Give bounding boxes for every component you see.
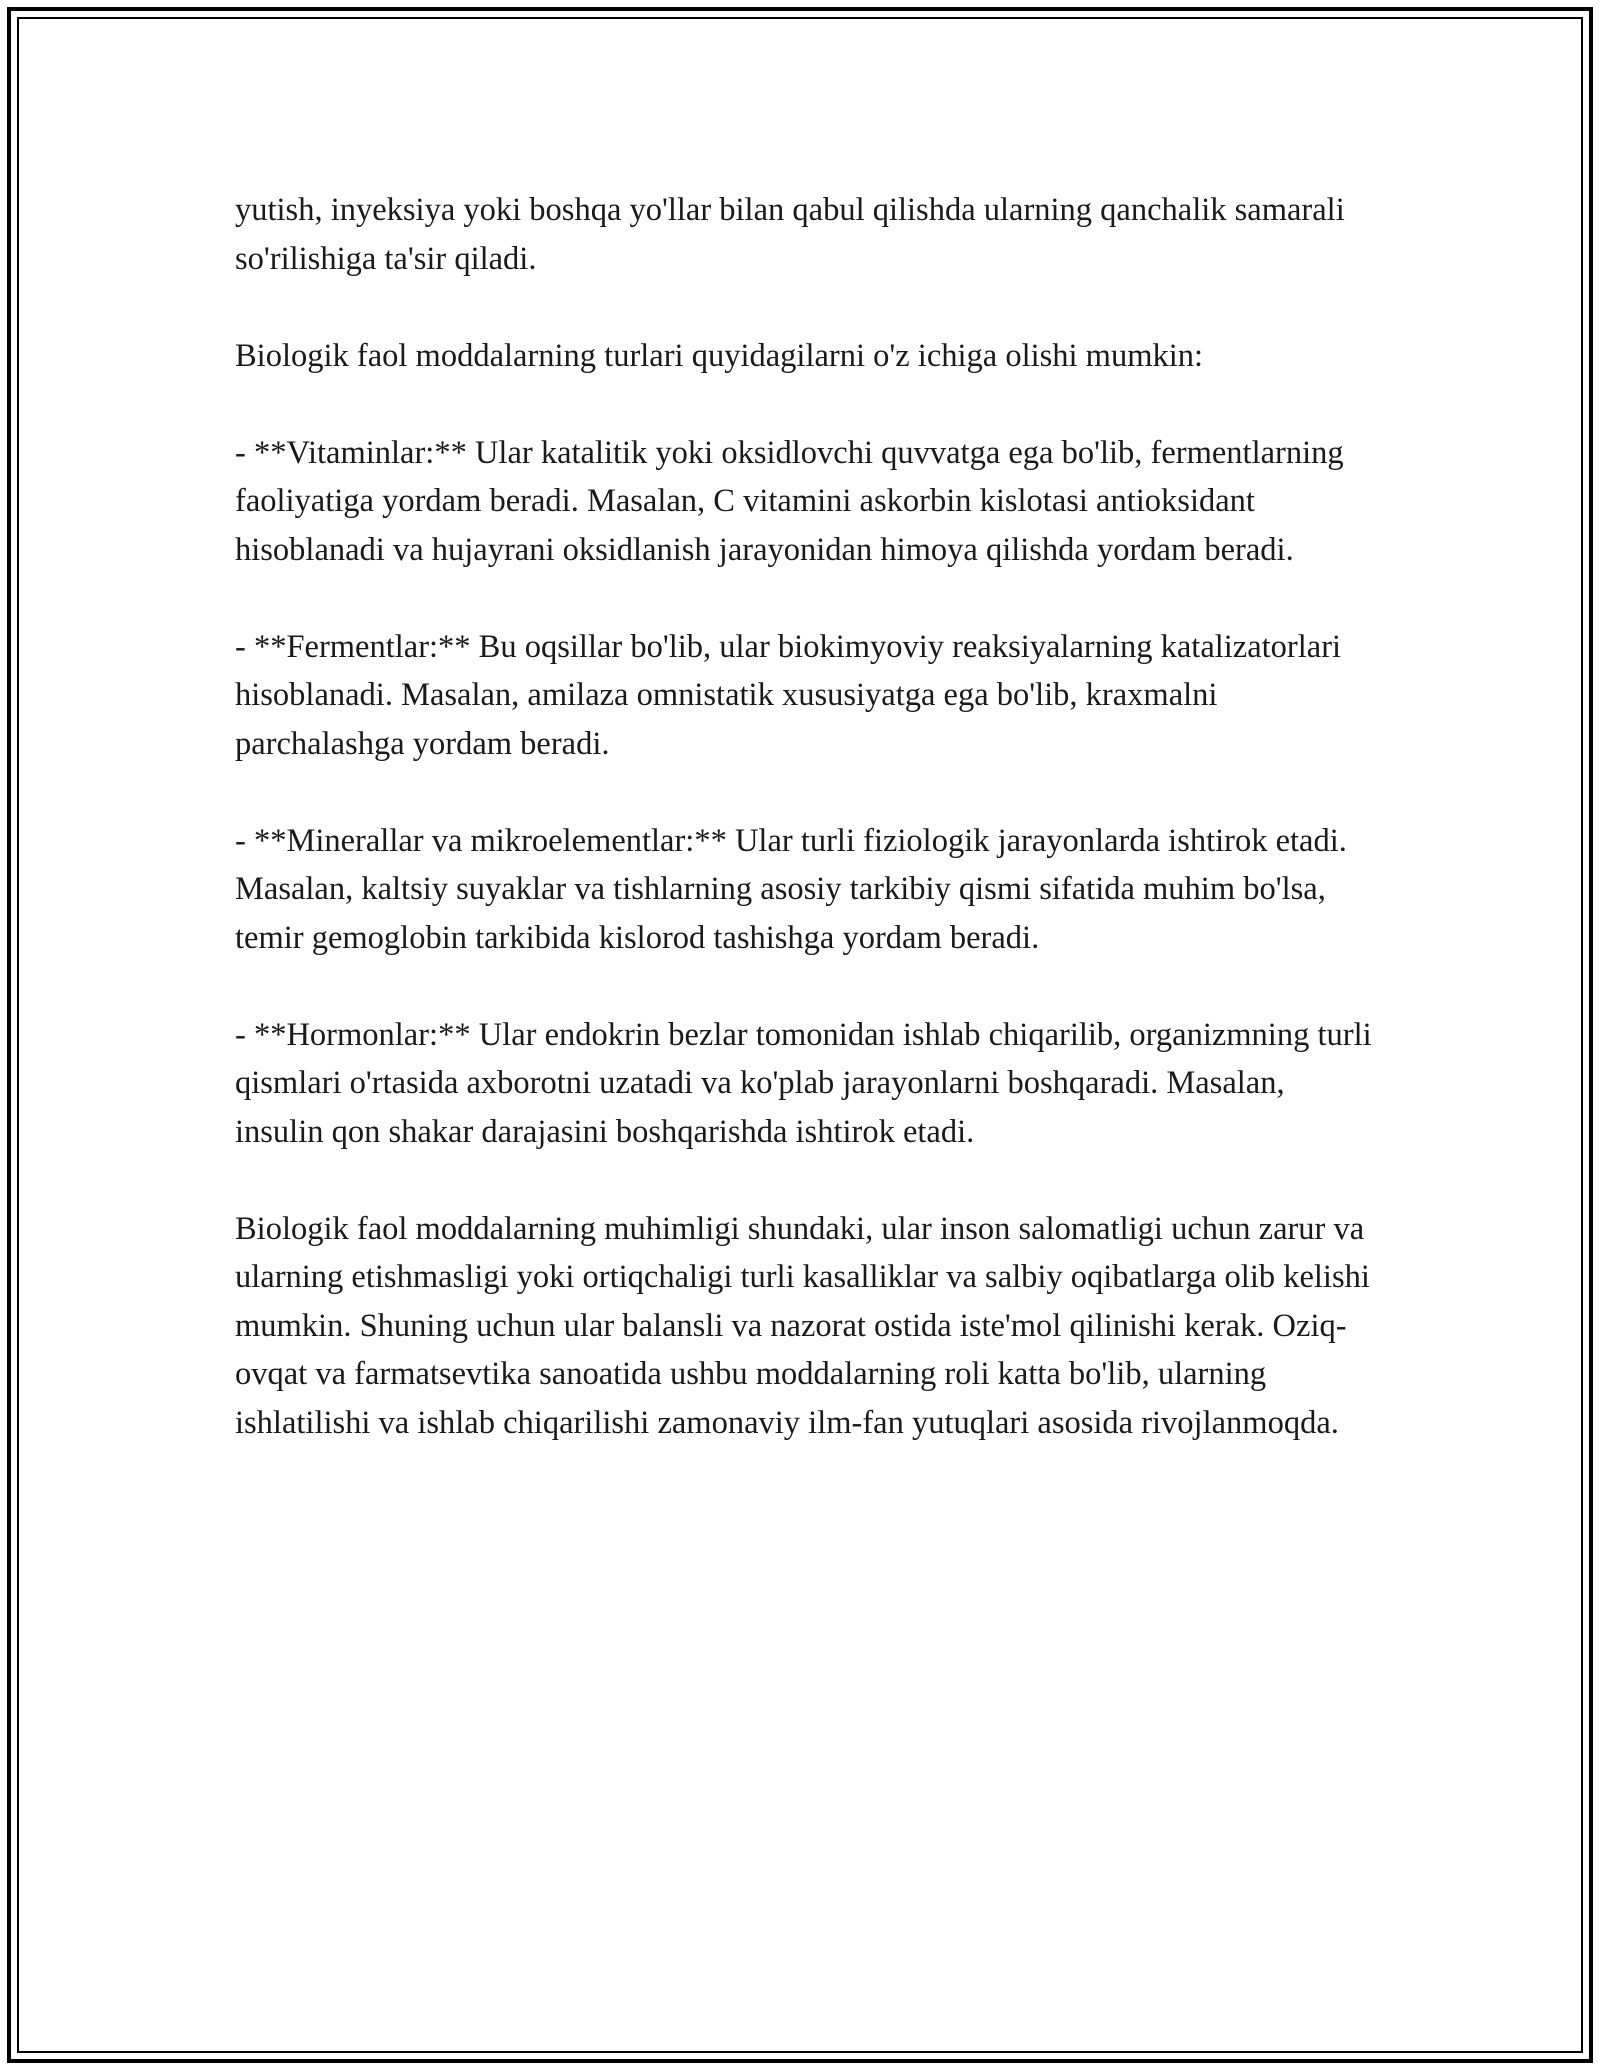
list-item-vitamins: - **Vitaminlar:** Ular katalitik yoki oksidlovchi quvvatga ega bo'lib, fermentlarning faoliyatiga yordam beradi. Masalan, C vitamini askorbin kislotasi antioksidant hisoblanadi va hujayrani oksidlanish jarayonidan himoya qilishda yordam beradi. [235,434,1344,568]
list-item-hormones: - **Hormonlar:** Ular endokrin bezlar tomonidan ishlab chiqarilib, organizmning turli qismlari o'rtasida axborotni uzatadi va ko'plab jarayonlarni boshqaradi. Masalan, insulin qon shakar darajasini boshqarishda ishtirok etadi. [235,1016,1372,1150]
document-body [235,186,1375,1447]
list-item-enzymes: - **Fermentlar:** Bu oqsillar bo'lib, ular biokimyoviy reaksiyalarning katalizatorlari hisoblanadi. Masalan, amilaza omnistatik xususiyatga ega bo'lib, kraxmalni parchalashga yordam beradi. [235,628,1342,762]
paragraph-types-intro: Biologik faol moddalarning turlari quyidagilarni o'z ichiga olishi mumkin: [235,337,1204,374]
list-item-minerals: - **Minerallar va mikroelementlar:** Ular turli fiziologik jarayonlarda ishtirok etadi. Masalan, kaltsiy suyaklar va tishlarning asosiy tarkibiy qismi sifatida muhim bo'lsa, temir gemoglobin tarkibida kislorod tashishga yordam beradi. [235,822,1347,956]
paragraph-intro-continuation: yutish, inyeksiya yoki boshqa yo'llar bilan qabul qilishda ularning qanchalik samarali so'rilishiga ta'sir qiladi. [235,192,1345,277]
paragraph-conclusion: Biologik faol moddalarning muhimligi shundaki, ular inson salomatligi uchun zarur va ularning etishmasligi yoki ortiqchaligi turli kasalliklar va salbiy oqibatlarga olib kelishi mumkin. Shuning uchun ular balansli va nazorat ostida iste'mol qilinishi kerak. Oziq-ovqat va farmatsevtika sanoatida ushbu moddalarning roli katta bo'lib, ularning ishlatilishi va ishlab chiqarilishi zamonaviy ilm-fan yutuqlari asosida rivojlanmoqda. [235,1210,1370,1441]
